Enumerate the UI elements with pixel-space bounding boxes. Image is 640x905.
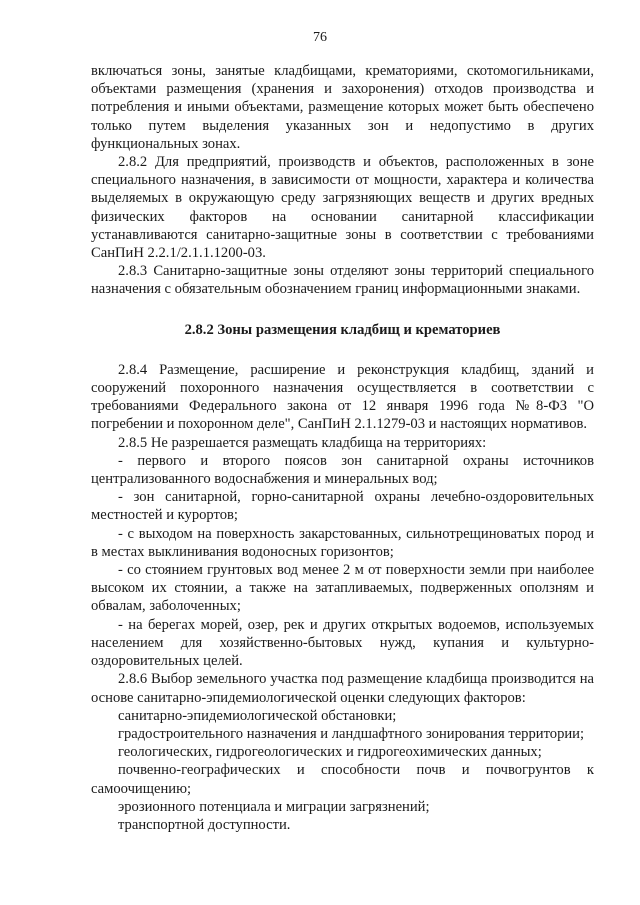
paragraph-2-8-4: 2.8.4 Размещение, расширение и реконструкция кладбищ, зданий и сооружений похоронного назначения осуществляется в соответствии с требованиями Федерального закона от 12 января 1996 года №8-ФЗ "О погребении и похоронном деле", СанПиН 2.1.1279-03 и настоящих нормативов.	[91, 361, 594, 433]
list-item: - с выходом на поверхность закарстованных, сильнотрещиноватых пород и в местах выклинивания водоносных горизонтов;	[91, 525, 594, 560]
list-item: - на берегах морей, озер, рек и других открытых водоемов, используемых населением для хозяйственно-бытовых нужд, купания и культурно-оздоровительных целей.	[91, 616, 594, 670]
intro-paragraph: включаться зоны, занятые кладбищами, крематориями, скотомогильниками, объектами размещения (хранения и захоронения) отходов производства и потребления и иными объектами, размещение которых может быть обеспечено только путем выделения указанных зон и недопустимо в других функциональных зонах.	[91, 63, 594, 152]
page-number: 76	[313, 30, 327, 45]
paragraph-2-8-3: 2.8.3 Санитарно-защитные зоны отделяют зоны территорий специального назначения с обязательным обозначением границ информационными знаками.	[91, 263, 594, 298]
paragraph-2-8-5: 2.8.5 Не разрешается размещать кладбища на территориях:	[118, 434, 487, 451]
list-item: градостроительного назначения и ландшафтного зонирования территории;	[118, 725, 585, 742]
list-item: транспортной доступности.	[118, 816, 291, 833]
document-body	[91, 62, 594, 834]
list-item: - со стоянием грунтовых вод менее 2 м от поверхности земли при наиболее высоком их стоянии, а также на затапливаемых, подверженных оползням и обвалам, заболоченных;	[91, 562, 594, 615]
list-item: - первого и второго поясов зон санитарной охраны источников централизованного водоснабжения и минеральных вод;	[91, 452, 594, 488]
list-item: санитарно-эпидемиологической обстановки;	[118, 707, 397, 724]
list-item: - зон санитарной, горно-санитарной охраны лечебно-оздоровительных местностей и курортов;	[91, 489, 594, 524]
paragraph-2-8-2: 2.8.2 Для предприятий, производств и объектов, расположенных в зоне специального назначения, в зависимости от мощности, характера и количества выделяемых в окружающую среду загрязняющих веществ и других вредных физических факторов на основании санитарной классификации устанавливаются санитарно-защитные зоны в соответствии с требованиями СанПиН 2.2.1/2.1.1.1200-03.	[91, 154, 594, 262]
list-item: эрозионного потенциала и миграции загрязнений;	[118, 798, 430, 815]
factors-list	[91, 707, 594, 834]
section-heading: 2.8.2 Зоны размещения кладбищ и крематориев	[184, 321, 501, 338]
list-item: почвенно-географических и способности почв и почвогрунтов к самоочищению;	[91, 762, 594, 797]
list-item: геологических, гидрогеологических и гидрогеохимических данных;	[118, 744, 542, 761]
paragraph-2-8-6: 2.8.6 Выбор земельного участка под размещение кладбища производится на основе санитарно-эпидемиологической оценки следующих факторов:	[91, 671, 594, 706]
restricted-territories-list	[91, 452, 594, 670]
